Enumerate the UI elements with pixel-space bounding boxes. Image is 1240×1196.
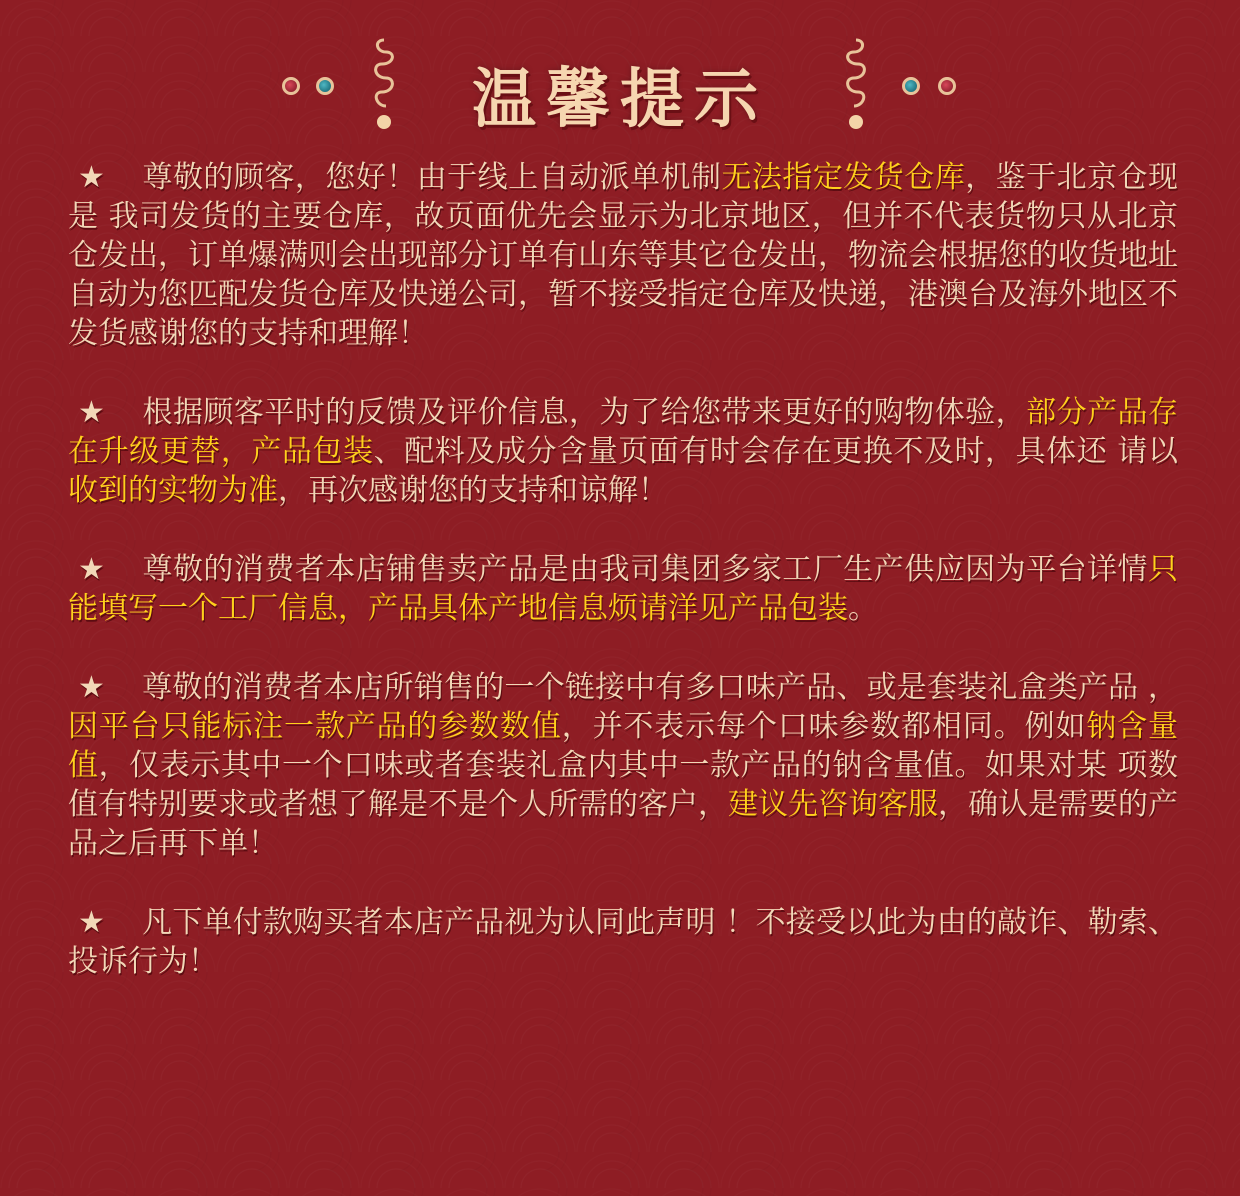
notice-highlight: 钠含量值: [68, 709, 1179, 783]
header-banner: [0, 30, 1240, 140]
notice-text: 尊敬的顾客，您好！由于线上自动派单机制: [142, 160, 722, 195]
notice-highlight: 建议先咨询客服: [728, 787, 938, 822]
notice-content: [68, 158, 1178, 1021]
star-icon: ★: [78, 160, 105, 195]
notice-text: ，再次感谢您的支持和谅解！: [278, 473, 668, 508]
star-icon: ★: [78, 670, 105, 705]
notice-text: 尊敬的消费者本店所销售的一个链接中有多口味产品、或是套装礼盒类产品 ，: [142, 670, 1178, 705]
notice-text: ，并不表示每个口味参数都相同。例如: [561, 709, 1087, 744]
notice-paragraph: [68, 393, 1178, 510]
notice-text: 凡下单付款购买者本店产品视为认同此声明 ！不接受以此为由的敲诈、勒索、投诉行为！: [68, 905, 1178, 979]
star-icon: ★: [78, 552, 105, 587]
page-title: 温馨提示: [472, 62, 768, 137]
notice-text: ，仅表示其中一个口味或者套装礼盒内其中一款产品的钠含量值。如果对某 项数值有特别要求或者想了解是不是个人所需的客户，: [68, 748, 1178, 822]
notice-paragraph: [68, 668, 1178, 863]
notice-paragraph: [68, 550, 1178, 628]
notice-paragraph: [68, 903, 1178, 981]
notice-text: 根据顾客平时的反馈及评价信息，为了给您带来更好的购物体验，: [142, 395, 1027, 430]
notice-highlight: 只能填写一个工厂信息，产品具体产地信息烦请洋见产品包装: [68, 552, 1178, 626]
notice-text: 尊敬的消费者本店铺售卖产品是由我司集团多家工厂生产供应因为平台详情: [142, 552, 1148, 587]
notice-text: 、配料及成分含量页面有时会存在更换不及时，具体还 请以: [373, 434, 1178, 469]
notice-paragraph: [68, 158, 1178, 353]
notice-text: ，确认是需要的产品之后再下单！: [68, 787, 1178, 861]
notice-highlight: 部分产品存在升级更替，产品包装: [68, 395, 1179, 469]
red-gem-ornament-icon: [938, 77, 956, 95]
notice-text: ，鉴于北京仓现是 我司发货的主要仓库，故页面优先会显示为北京地区，但并不代表货物只从北京仓发出，订单爆满则会出现部分订单有山东等其它仓发出，物流会根据您的收货地址自动为您匹配发货仓库及快递公司，暂不接受指定仓库及快递，港澳台及海外地区不发货感谢您的支持和理解！: [68, 160, 1179, 351]
notice-highlight: 收到的实物为准: [68, 473, 278, 508]
teal-gem-ornament-icon: [902, 77, 920, 95]
right-curl-ornament-icon: [838, 34, 874, 134]
notice-highlight: 无法指定发货仓库: [721, 160, 966, 195]
notice-text: 。: [848, 591, 878, 626]
star-icon: ★: [78, 905, 105, 940]
star-icon: ★: [78, 395, 105, 430]
notice-highlight: 因平台只能标注一款产品的参数数值: [68, 709, 562, 744]
